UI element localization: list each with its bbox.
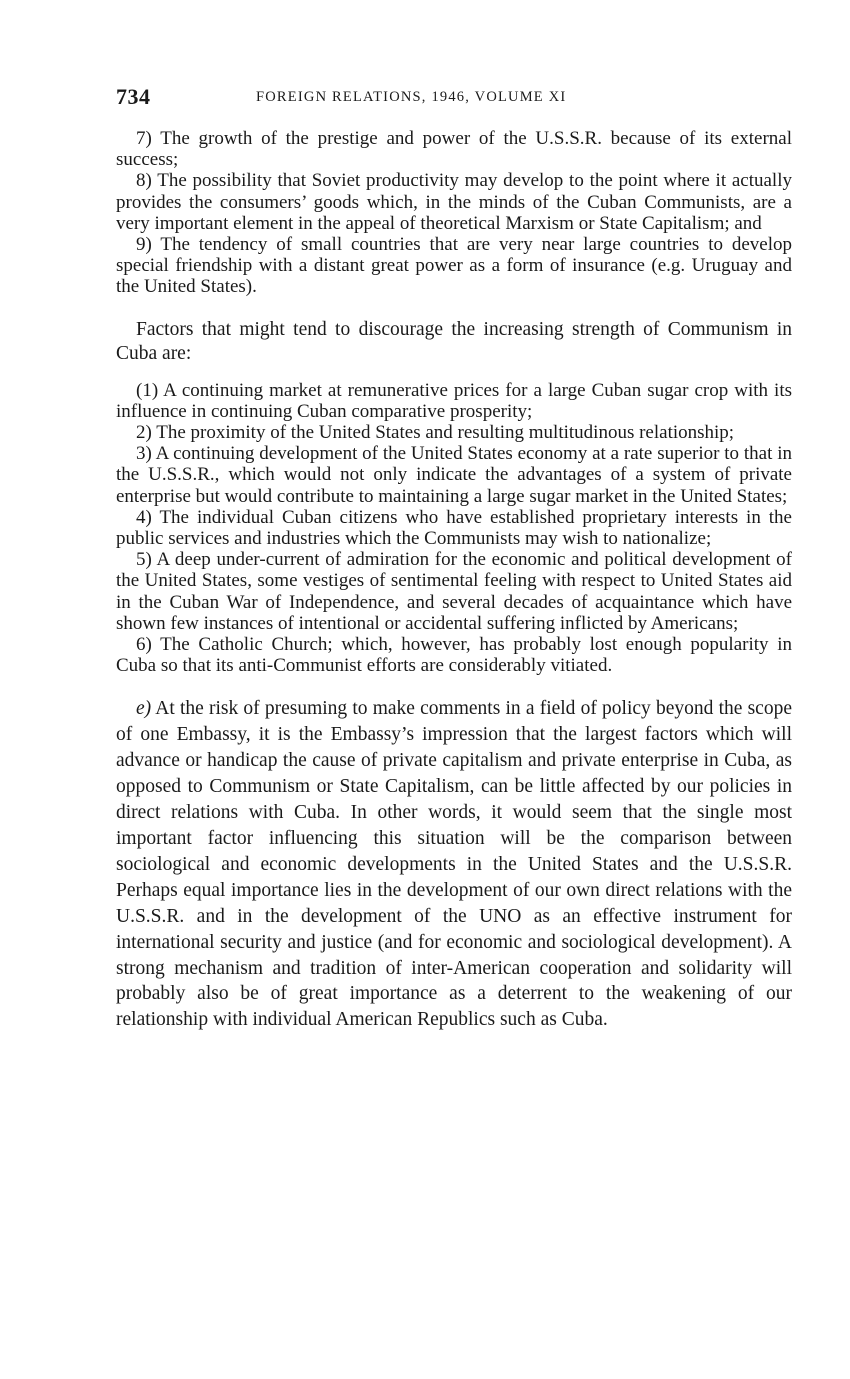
document-page [116,84,792,1033]
list-item: (1) A continuing market at remunerative prices for a large Cuban sugar crop with its influence in continuing Cuban comparative prosperity; [116,379,792,422]
closing-paragraph-text: At the risk of presuming to make comments in a field of policy beyond the scope of one Embassy, it is the Embassy’s impression that the largest factors which will advance or handicap the cause of private capitalism and private enterprise in Cuba, as opposed to Communism or State Capitalism, can be little affected by our policies in direct relations with Cuba. In other words, it would seem that the single most important factor influencing this situation will be the comparison between sociological and economic developments in the United States and the U.S.S.R. Perhaps equal importance lies in the development of our own direct relations with the U.S.S.R. and in the development of the UNO as an effective instrument for international security and justice (and for economic and sociological development). A strong mechanism and tradition of inter-American cooperation and solidarity will probably also be of great importance as a deterrent to the weakening of our relationship with individual American Republics such as Cuba. [116,698,792,1031]
list-item: 3) A continuing development of the United States economy at a rate superior to that in the U.S.S.R., which would not only indicate the advantages of a system of private enterprise but would contribute to maintaining a large sugar market in the United States; [116,443,792,507]
list-growth-factors [116,128,792,298]
closing-paragraph [116,696,792,1033]
list-item: 5) A deep under-current of admiration for the economic and political development of the United States, some vestiges of sentimental feeling with respect to United States aid in the Cuban War of Independence, and several decades of acquaintance which have shown few instances of intentional or accidental suffering inflicted by Americans; [116,549,792,634]
page-number: 734 [116,84,151,109]
list-item: 4) The individual Cuban citizens who have established proprietary interests in the public services and industries which the Communists may wish to nationalize; [116,506,792,550]
list-discouraging-factors [116,380,792,677]
section-lead-paragraph: Factors that might tend to discourage the increasing strength of Communism in Cuba are: [116,318,792,364]
list-item: 2) The proximity of the United States and resulting multitudinous relationship; [136,422,735,444]
list-item: 6) The Catholic Church; which, however, has probably lost enough popularity in Cuba so that its anti-Communist efforts are considerably vitiated. [116,634,792,677]
list-item: 8) The possibility that Soviet productivity may develop to the point where it actually provides the consumers’ goods which, in the minds of the Cuban Communists, are a very important element in the appeal of theoretical Marxism or State Capitalism; and [116,170,792,234]
paragraph-marker: e) [136,698,152,720]
running-head [116,84,792,114]
list-item: 9) The tendency of small countries that are very near large countries to develop special friendship with a distant great power as a form of insurance (e.g. Uruguay and the United States). [116,234,792,298]
running-title: FOREIGN RELATIONS, 1946, VOLUME XI [256,89,567,105]
list-item: 7) The growth of the prestige and power of the U.S.S.R. because of its external success; [116,128,792,171]
